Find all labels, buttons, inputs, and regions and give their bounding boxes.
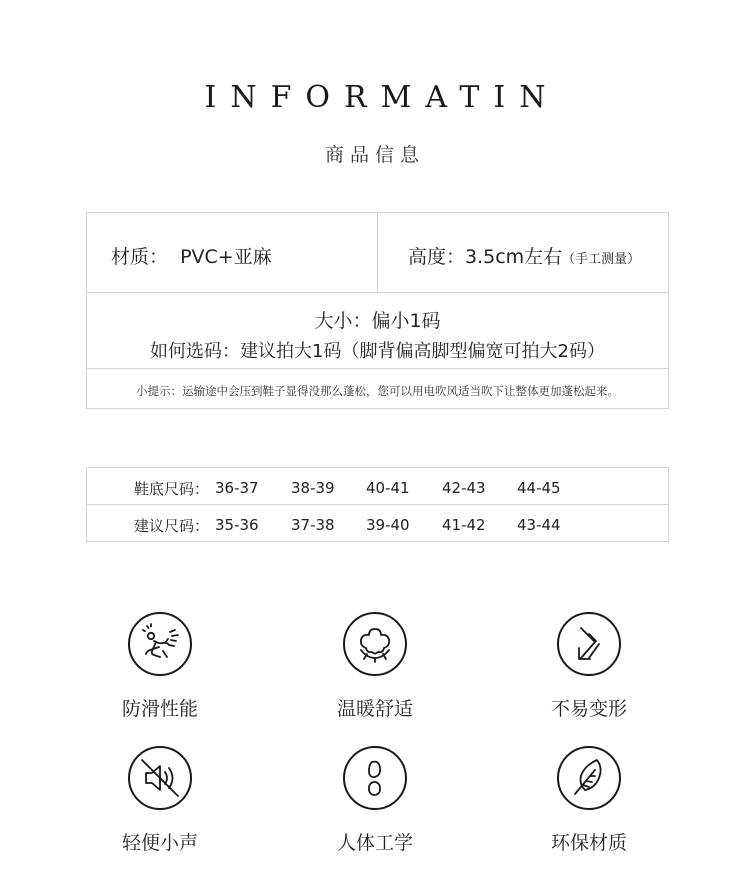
- feature-anti-slip: [90, 612, 230, 721]
- page-title: INFORMATIN: [204, 80, 560, 115]
- table-cell: 37-38: [291, 516, 335, 534]
- table-cell: 35-36: [215, 516, 259, 534]
- height-value: 高度：3.5cm左右: [408, 246, 563, 268]
- table-cell: 44-45: [517, 479, 561, 497]
- feature-label: 环保材质: [550, 832, 627, 854]
- material-text: 材质： PVC+亚麻: [111, 246, 272, 268]
- feature-quiet: [90, 746, 230, 855]
- cotton-icon: [343, 612, 407, 676]
- size-text: 大小：偏小1码: [314, 310, 441, 332]
- feature-label: 人体工学: [336, 832, 413, 854]
- table-cell: 39-40: [366, 516, 410, 534]
- info-row-size: [87, 293, 668, 369]
- table-cell: 38-39: [291, 479, 335, 497]
- feature-label: 不易变形: [550, 698, 627, 720]
- table-row: [87, 468, 668, 505]
- table-cell: 40-41: [366, 479, 410, 497]
- table-cell: 36-37: [215, 479, 259, 497]
- feature-label: 轻便小声: [121, 832, 198, 854]
- feature-label: 温暖舒适: [336, 698, 413, 720]
- leaf-icon: [557, 746, 621, 810]
- no-deform-icon: [557, 612, 621, 676]
- row-label: 鞋底尺码：: [134, 480, 210, 498]
- table-cell: 43-44: [517, 516, 561, 534]
- product-info-table: [86, 212, 669, 409]
- footprint-icon: [343, 746, 407, 810]
- table-row: [87, 505, 668, 542]
- info-row-material-height: [87, 213, 668, 293]
- feature-eco: [519, 746, 659, 855]
- page-subtitle: 商品信息: [324, 144, 425, 166]
- tip-text: 小提示：运输途中会压到鞋子显得没那么蓬松，您可以用电吹风适当吹下让整体更加蓬松起来。: [136, 384, 619, 398]
- row-label: 建议尺码：: [134, 517, 210, 535]
- height-cell: [378, 213, 668, 292]
- material-cell: [87, 213, 378, 292]
- anti-slip-icon: [128, 612, 192, 676]
- mute-icon: [128, 746, 192, 810]
- table-cell: 42-43: [442, 479, 486, 497]
- height-note: （手工测量）: [562, 252, 641, 267]
- height-text: [408, 242, 640, 269]
- feature-warm: [305, 612, 445, 721]
- table-cell: 41-42: [442, 516, 486, 534]
- feature-label: 防滑性能: [121, 698, 198, 720]
- feature-no-deform: [519, 612, 659, 721]
- size-advice-text: 如何选码：建议拍大1码（脚背偏高脚型偏宽可拍大2码）: [150, 341, 605, 362]
- feature-ergonomic: [305, 746, 445, 855]
- size-table: [86, 467, 669, 543]
